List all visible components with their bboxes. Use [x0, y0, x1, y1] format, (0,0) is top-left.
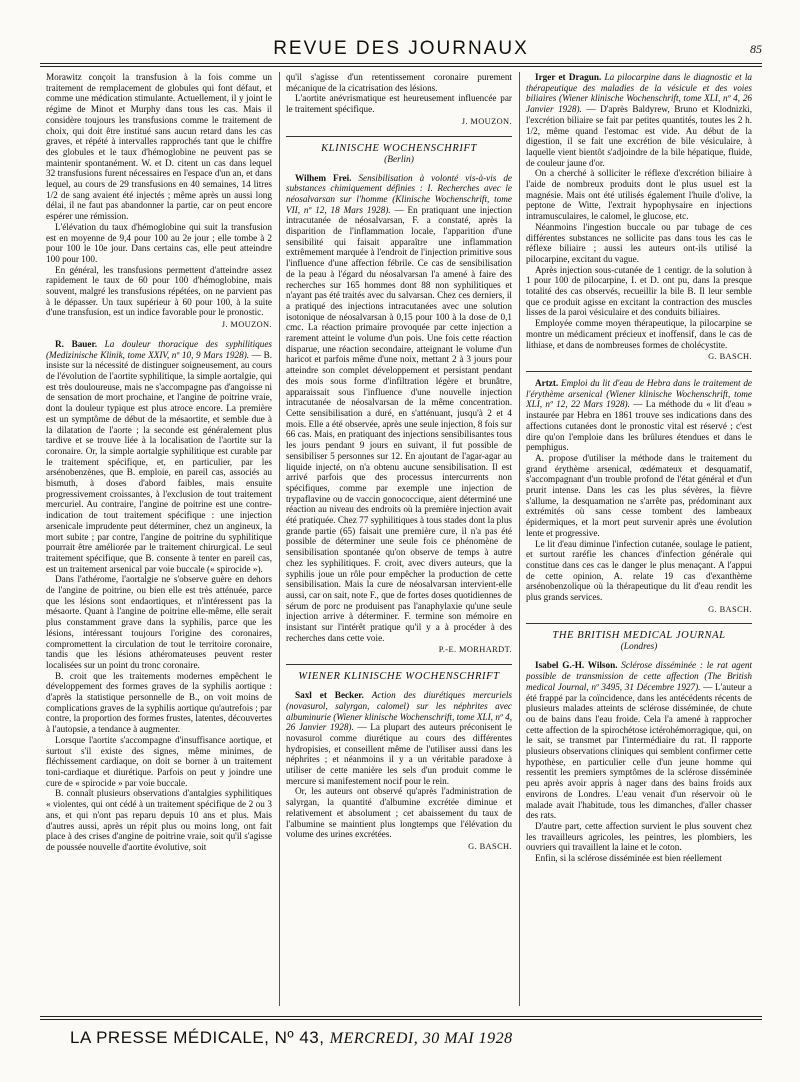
paragraph: B. connaît plusieurs observations d'antalgies syphilitiques « violentes, qui ont cédé à un traitement spécifique de 2 ou 3 ans, et qui n'ont pas reparu depuis 10 ans et plus. Mais d'autres aussi, après un répit plus ou moins long, ont fait place à des crises d'angine de poitrine vraie, soit qu'il s'agisse de poussée nouvelle d'aortite évolutive, soit	[46, 788, 272, 852]
header-rule	[40, 63, 762, 64]
author: Irger et Dragun.	[535, 72, 602, 82]
paragraph: Employée comme moyen thérapeutique, la pilocarpine se montre un médicament précieux et inoffensif, dans le cas de lithiase, et dans de nombreuses formes de cholécystite.	[526, 318, 752, 350]
section-title: KLINISCHE WOCHENSCHRIFT	[321, 142, 477, 154]
paragraph: En général, les transfusions permettent d'atteindre assez rapidement le taux de 60 pour 100 d'hémoglobine, mais souvent, malgré les transfusions répétées, on ne parvient pas à le dépasser. Un taux supérieur à 60 pour 100, à la suite d'une transfusion, est un indice favorable pour le pronostic.	[46, 264, 272, 318]
footer-journal: LA PRESSE MÉDICALE, Nº 43,	[70, 1028, 325, 1047]
journal-title: REVUE DES JOURNAUX	[273, 38, 529, 59]
article-text: — D'après Baldyrew, Bruno et Klodnizki, l'excrétion biliaire se fait par petites quantités, toutes les 2 h. 1/2, même quand l'estomac est vide. Au début de la digestion, il se fait une excrétion de bile vésiculaire, à laquelle vient bientôt s'adjoindre de la bile hépatique, fluide, de couleur jaune d'or.	[526, 104, 752, 168]
paragraph: B. croit que les traitements modernes empêchent le développement des formes graves de la syphilis aortique : d'après la statistique personnelle de B., on voit moins de complications graves de la syphilis aortique qu'autrefois ; par contre, la proportion des formes frustes, latentes, découvertes à l'autopsie, a tendance à augmenter.	[46, 670, 272, 735]
section-rule	[286, 664, 512, 665]
signature: J. MOUZON.	[221, 320, 272, 330]
author: Saxl et Becker.	[295, 690, 364, 701]
article-source: (Wiener klinische Wochenschrift, tome XLI, nº 4, 26 Janvier 1928).	[286, 711, 512, 733]
article-text: — En pratiquant une injection intracutanée de néosalvarsan, F. a constaté, après la disparition de l'inflammation locale, l'apparition d'une sensibilité qui faisait apparaître une inflammation extrêmement marquée à l'endroit de l'injection primitive sous l'influence d'une affection fébrile. Ce cas de sensibilisation de la peau à l'égard du néosalvarsan l'a amené à faire des recherches sur 165 hommes dont 88 non syphilitiques et n'ayant pas été traités avec du salvarsan. Chez ces derniers, il a pratiqué des injections intracutanées avec une solution isotonique de néosalvarsan à 0,15 pour 100 à la dose de 0,1 cmc. La réaction primaire provoquée par cette injection a rarement atteint le volume d'un pois. Une fois cette réaction disparue, une réaction secondaire, atteignant le volume d'un haricot et parfois même d'une noix, mettant 2 à 3 jours pour atteindre son complet développement et persistant pendant des mois sous forme d'infiltration légère et brunâtre, apparaissait sous l'influence d'une nouvelle injection intracutanée de néosalvarsan de la même concentration. Cette sensibilisation a duré, en s'atténuant, jusqu'à 2 et 4 mois. Elle a été observée, après une seule injection, 8 fois sur 66 cas. Mais, en pratiquant des injections sensibilisantes tous les jours pendant 9 jours en suivant, il fut possible de sensibiliser 5 personnes sur 12. En ajoutant de l'agar-agar au liquide injecté, on n'a obtenu aucune sensibilisation. Il est arrivé parfois que des processus intercurrents non spécifiques, comme par exemple une injection de trypaflavine ou de vaccin gonococcique, aient déterminé une réaction au niveau des endroits où la première injection avait été pratiquée. Chez 77 syphilitiques à tous stades dont la plus grande partie (65) faisait une première cure, il n'a pas été possible de déterminer une seule fois ce phénomène de sensibilisation spontanée qu'on observe de temps à autre chez les syphilitiques. F. croit, avec divers auteurs, que la syphilis joue un rôle pour empêcher la production de cette sensibilisation. Mais la cure de néosalvarsan intervient-elle aussi, car on sait, note F., que de fortes doses quotidiennes de sérum de porc ne produisent pas l'anaphylaxie qu'une seule injection arrive à déterminer. F. termine son mémoire en insistant sur l'intérêt pratique qu'il y a à procéder à des recherches dans cette voie.	[286, 204, 512, 643]
footer-rule	[40, 1016, 762, 1017]
article-source: (Medizinische Klinik, tome XXIV, nº 10, 9 Mars 1928).	[46, 349, 250, 360]
article-text: — B. insiste sur la nécessité de distinguer soigneusement, au cours de l'évolution de l'aortite syphilitique, la simple aortalgie, qui est très douloureuse, mais ne s'accompagne pas d'angoisse ni de sensation de mort prochaine, et l'angine de poitrine vraie, dont la douleur typique est plus atroce encore. La première est un symptôme de début de la mésaortite, et semble due à la dilatation de l'aorte ; la seconde est généralement plus tardive et se trouve liée à la localisation de l'aortite sur la coronaire. Or, la simple aortalgie syphilitique est curable par le traitement spécifique, et, en particulier, par les arsénobenzènes, que B. emploie, en pareil cas, associés au bismuth, à doses d'abord faibles, mais ensuite progressivement croissantes, à l'exclusion de tout traitement mercuriel. Au contraire, l'angine de poitrine est une contre-indication de tout traitement spécifique : une injection arsenicale imprudente peut déterminer, chez un angineux, la mort subite ; par contre, l'angine de poitrine du syphilitique pourrait être améliorée par le traitement chirurgical. Le seul traitement spécifique, que B. consente à tenter en pareil cas, est un traitement arsenical par voie buccale (« spirocide »).	[46, 349, 272, 574]
paragraph: D'autre part, cette affection survient le plus souvent chez les travailleurs agricoles, les peintres, les plombiers, les ouvriers qui travaillent la laine et le coton.	[526, 821, 752, 853]
paragraph: A. propose d'utiliser la méthode dans le traitement du grand érythème arsenical, œdémateux et desquamatif, s'accompagnant d'un trouble profond de l'état général et d'un prurit intense. Dans les cas les plus sévères, la fièvre s'allume, la desquamation ne s'arrête pas, prédominant aux extrémités où sans cesse tombent des lambeaux épidermiques, et la mort peut survenir après une évolution lente et progressive.	[526, 452, 752, 538]
article-frei	[286, 173, 512, 644]
signature: P.-E. MORHARDT.	[438, 645, 512, 655]
page-footer	[40, 1016, 762, 1056]
footer-rule-thin	[40, 1019, 762, 1020]
author: Artzt.	[535, 377, 559, 388]
article-title: Sensibilisation à volonté vis-à-vis de substances chimiquement définies : I. Recherches avec le néosalvarsan sur l'homme	[286, 172, 512, 204]
signature: G. BASCH.	[708, 352, 752, 362]
paragraph: Néanmoins l'ingestion buccale ou par tubage de ces différentes substances ne sollicite pas dans tous les cas le réflexe biliaire ; aussi les auteurs ont-ils utilisé la pilocarpine, excitant du vague.	[526, 221, 752, 264]
page-number: 85	[750, 42, 762, 56]
section-city: (Londres)	[620, 642, 658, 653]
author: Wilhem Frei.	[295, 172, 352, 183]
author: Isabel G.-H. Wilson.	[535, 660, 618, 671]
column-separator	[279, 72, 280, 1006]
paragraph: Or, les auteurs ont observé qu'après l'administration de salyrgan, la quantité d'albumine excrétée diminue et relativement et absolument ; cet abaissement du taux de l'albumine se maintient plus longtemps que l'élévation du volume des urines excrétées.	[286, 786, 512, 840]
header-rule-thin	[40, 66, 762, 67]
article-source: (Wiener klinische Wochenschrift, tome XLI, nº 12, 22 Mars 1928).	[526, 388, 752, 410]
article-title: Sclérose disséminée : le rat agent possible de transmission de cette affection	[526, 660, 752, 682]
article-source: (The British medical Journal, nº 3495, 31 Décembre 1927).	[526, 671, 752, 692]
article-saxl	[286, 690, 512, 786]
signature: G. BASCH.	[708, 604, 752, 614]
signature: J. MOUZON.	[461, 116, 512, 126]
paragraph: Morawitz conçoit la transfusion à la fois comme un traitement de remplacement de globules qui font défaut, et comme une médication stimulante. Actuellement, il y joint le régime de Minot et Murphy dans tous les cas. Mais il considère toujours les transfusions comme le traitement de choix, qui doit être institué sans aucun retard dans les cas graves, et répété à intervalles rapprochés tant que le chiffre des globules et le taux d'hémoglobine ne peuvent pas se maintenir spontanément. W. et D. citent un cas dans lequel 32 transfusions furent nécessaires en l'espace d'un an, et dans lequel, au cours de 29 transfusions en 40 semaines, 14 litres 1/2 de sang avaient été injectés ; même après un aussi long délai, il ne faut pas abandonner la partie, car on peut encore espérer une rémission.	[46, 72, 272, 222]
paragraph: L'élévation du taux d'hémoglobine qui suit la transfusion est en moyenne de 9,4 pour 100 au 2e jour ; elle tombe à 2 pour 100 le 10e jour. Dans certains cas, elle peut atteindre 100 pour 100.	[46, 221, 272, 264]
paragraph: L'aortite anévrismatique est heureusement influencée par le traitement spécifique.	[286, 93, 512, 115]
article-irger	[526, 72, 752, 168]
article-wilson	[526, 660, 752, 821]
author: R. Bauer.	[55, 338, 98, 349]
column-middle	[286, 72, 512, 1006]
column-separator	[519, 72, 520, 1006]
article-artzt	[526, 378, 752, 453]
paragraph: qu'il s'agisse d'un retentissement coronaire purement mécanique de la cicatrisation des lésions.	[286, 72, 512, 93]
article-source: (Klinische Wochenschrift, tome VII, nº 12, 18 Mars 1928).	[286, 193, 512, 215]
article-title: Emploi du lit d'eau de Hebra dans le traitement de l'érythème arsenical	[526, 377, 752, 399]
paragraph: Enfin, si la sclérose disséminée est bien réellement	[535, 853, 722, 864]
article-title: La pilocarpine dans le diagnostic et la thérapeutique des maladies de la vésicule et des voies biliaires	[526, 72, 752, 104]
article-text: — La plupart des auteurs préconisent le novasurol comme diurétique au cours des différentes hydropisies, et conseillent même de l'utiliser aussi dans les néphrites ; et néanmoins il y a un véritable paradoxe à utiliser de cette manière les sels d'un produit comme le mercure si manifestement nocif pour le rein.	[286, 722, 512, 786]
paragraph: On a cherché à solliciter le réflexe d'excrétion biliaire à l'aide de nombreux produits dont le plus usuel est la magnésie. Mais ont été utilisés également l'huile d'olive, la peptone de Witte, l'extrait hypophysaire en injections intramusculaires, le calomel, le glucose, etc.	[526, 168, 752, 222]
article-columns	[46, 72, 762, 1006]
article-title: Action des diurétiques mercuriels (novasurol, salyrgan, calomel) sur les néphrites avec albuminurie	[286, 690, 512, 722]
section-rule	[526, 623, 752, 624]
signature: G. BASCH.	[468, 842, 512, 851]
running-head	[40, 26, 762, 60]
section-title: WIENER KLINISCHE WOCHENSCHRIFT	[298, 671, 500, 683]
article-title: La douleur thoracique des syphilitiques	[104, 338, 272, 349]
article-bauer	[46, 339, 272, 574]
section-rule	[286, 136, 512, 137]
column-right	[526, 72, 752, 1006]
column-left	[46, 72, 272, 1006]
footer-text	[70, 1028, 513, 1048]
footer-date: MERCREDI, 30 MAI 1928	[329, 1030, 513, 1047]
article-text: — L'auteur a été frappé par la coïncidence, dans les antécédents récents de plusieurs malades atteints de sclérose disséminée, de chute ou de bains dans l'eau froide. Cela l'a amené à rapprocher cette affection de la spirochétose ictérohémorragique, qui, on le sait, se transmet par l'intermédiaire du rat. Il rapporte plusieurs observations cliniques qui semblent confirmer cette hypothèse, en particulier celle d'un jeune homme qui ressentit les premiers symptômes de la sclérose disséminée peu après avoir appris à nager dans des bains froids aux environs de Londres. L'eau venait d'un réservoir où le malade avait l'habitude, tous les dimanches, d'aller chasser des rats.	[526, 681, 752, 821]
paragraph: Le lit d'eau diminue l'infection cutanée, soulage le patient, et surtout raréfie les chances d'infection générale qui constitue dans ces cas le danger le plus menaçant. A l'appui de cette opinion, A. relate 19 cas d'exanthème arsénobenzolique où la thérapeutique du lit d'eau rendit les plus grands services.	[526, 538, 752, 603]
paragraph: Après injection sous-cutanée de 1 centigr. de la solution à 1 pour 100 de pilocarpine, I. et D. ont pu, dans la presque totalité des cas observés, recueillir la bile B. Il leur semble que ce produit agisse en excitant la contraction des muscles lisses de la paroi vésiculaire et des conduits biliaires.	[526, 264, 752, 318]
paragraph: Dans l'athérome, l'aortalgie ne s'observe guère en dehors de l'angine de poitrine, ou bien elle est très atténuée, parce que les lésions sont endaortiques, et n'intéressent pas la mésaorte. Quant à l'angine de poitrine elle-même, elle serait plus constamment grave dans la syphilis, parce que les lésions, intéressant toujours l'origine des coronaires, compromettent la circulation de tout le territoire coronaire, tandis que les lésions athéromateuses peuvent rester localisées sur un point du tronc coronaire.	[46, 574, 272, 670]
section-title: THE BRITISH MEDICAL JOURNAL	[552, 630, 726, 642]
article-text: — La méthode du « lit d'eau » instaurée par Hebra en 1861 trouve ses indications dans des affections cutanées dont le pronostic vital est réservé ; c'est dire qu'on l'emploie dans les brûlures étendues et dans le pemphigus.	[526, 399, 752, 453]
paragraph: Lorsque l'aortite s'accompagne d'insuffisance aortique, et surtout s'il existe des signes, même minimes, de fléchissement cardiaque, on doit se borner à un traitement toni-cardiaque et diurétique. Parfois on peut y joindre une cure de « spirocide » par voie buccale.	[46, 734, 272, 788]
article-source: (Wiener klinische Wochenschrift, tome XLI, nº 4, 26 Janvier 1928).	[526, 93, 752, 115]
section-city: (Berlin)	[384, 154, 414, 165]
